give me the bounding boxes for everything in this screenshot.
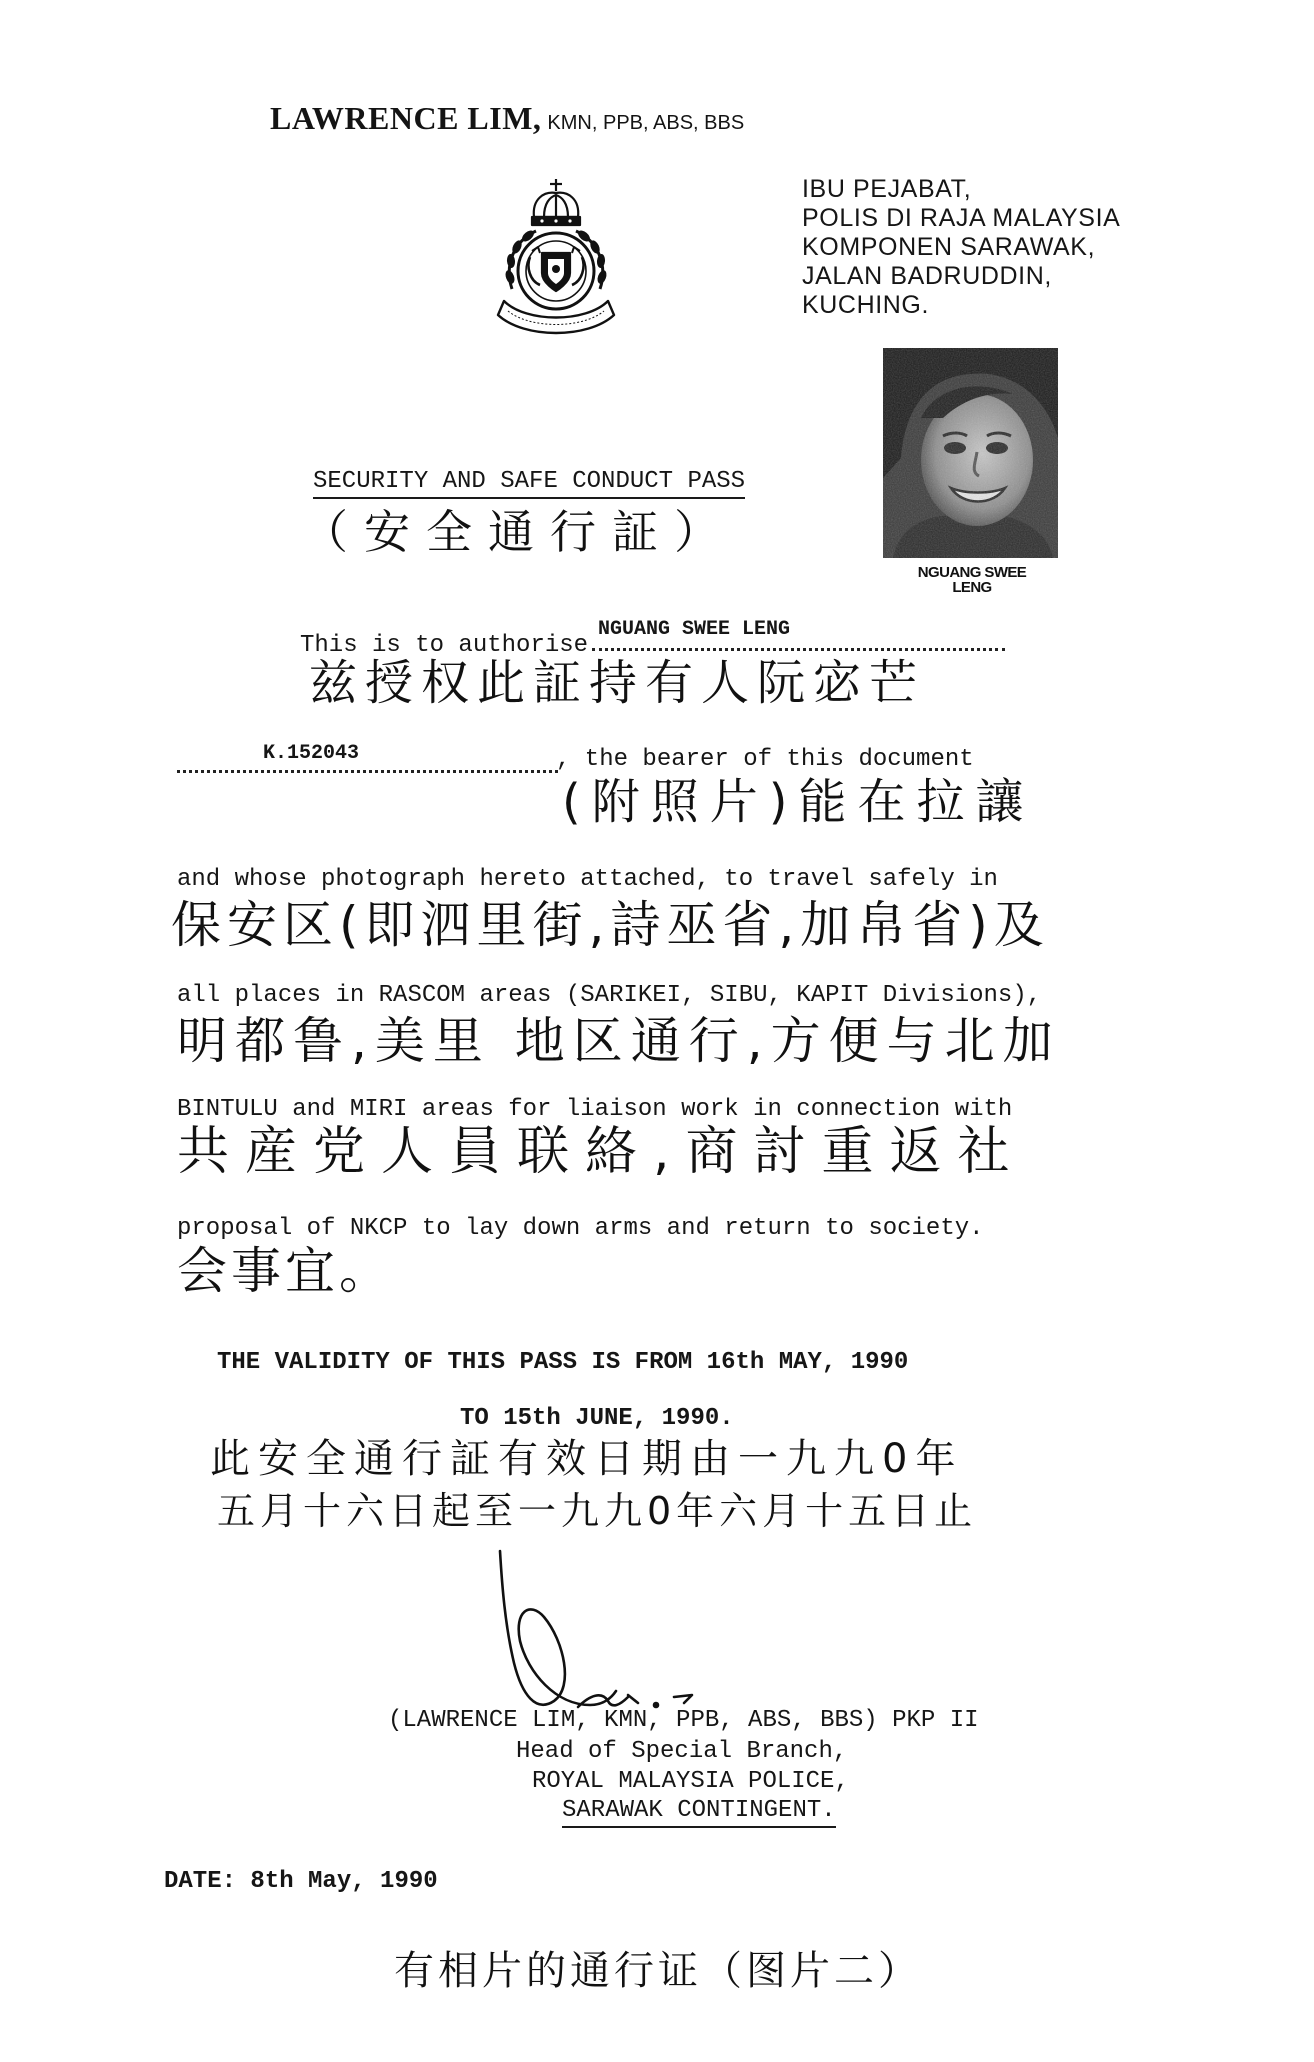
photo-caption-line: NGUANG SWEE [917,564,1027,581]
police-crest-icon [486,177,626,337]
body-line-4: all places in RASCOM areas (SARIKEI, SIBU, KAPIT Divisions), [177,982,1042,1009]
address-block [802,175,1120,320]
address-line: KOMPONEN SARAWAK, [802,233,1096,261]
body-chinese-line-5: 共産党人員联絡,商討重返社 [177,1122,1026,1182]
authorise-label: This is to authorise [300,632,589,659]
address-line: KUCHING. [802,291,930,319]
body-line-3: and whose photograph hereto attached, to travel safely in [177,866,998,893]
address-line: POLIS DI RAJA MALAYSIA [802,204,1121,232]
signature [478,1545,738,1725]
document-date: DATE: 8th May, 1990 [164,1868,438,1895]
validity-chinese-line-1: 此安全通行証有效日期由一九九0年 [210,1436,964,1482]
photo-caption [892,565,1052,595]
validity-line-1: THE VALIDITY OF THIS PASS IS FROM 16th MAY, 1990 [217,1349,909,1376]
body-chinese-line-6: 会事宜。 [177,1242,393,1300]
address-line: IBU PEJABAT, [802,175,972,203]
address-line: JALAN BADRUDDIN, [802,262,1052,290]
bearer-text: , the bearer of this document [556,746,974,773]
validity-line-2: TO 15th JUNE, 1990. [460,1405,734,1432]
figure-caption: 有相片的通行证（图片二） [394,1948,922,1994]
body-chinese-line-1: 兹授权此証持有人阮宓芒 [309,655,926,711]
portrait-photo [883,348,1058,558]
validity-chinese-line-2: 五月十六日起至一九九0年六月十五日止 [217,1489,978,1533]
letterhead-honours: KMN, PPB, ABS, BBS [547,112,745,134]
body-line-6: proposal of NKCP to lay down arms and return to society. [177,1215,984,1242]
letterhead-name: LAWRENCE LIM, [270,100,542,136]
bearer-name: NGUANG SWEE LENG [598,618,791,641]
signatory-name: (LAWRENCE LIM, KMN, PPB, ABS, BBS) PKP II [388,1707,979,1734]
dotted-fill-line [177,770,558,773]
body-chinese-line-2: (附照片)能在拉讓 [562,774,1035,830]
dotted-fill-line [592,648,1005,651]
pass-title: SECURITY AND SAFE CONDUCT PASS [313,468,745,499]
body-chinese-line-3: 保安区(即泗里街,詩巫省,加帛省)及 [171,896,1050,954]
signatory-organisation: ROYAL MALAYSIA POLICE, [532,1768,849,1795]
id-number: K.152043 [263,742,360,765]
pass-title-chinese: （安全通行証） [302,505,736,559]
photo-caption-line: LENG [952,579,992,596]
signatory-title: Head of Special Branch, [516,1738,848,1765]
body-line-5: BINTULU and MIRI areas for liaison work in connection with [177,1096,1013,1123]
body-chinese-line-4: 明都鲁,美里 地区通行,方便与北加 [177,1012,1061,1070]
letterhead [270,100,744,137]
signatory-contingent: SARAWAK CONTINGENT. [562,1797,836,1828]
